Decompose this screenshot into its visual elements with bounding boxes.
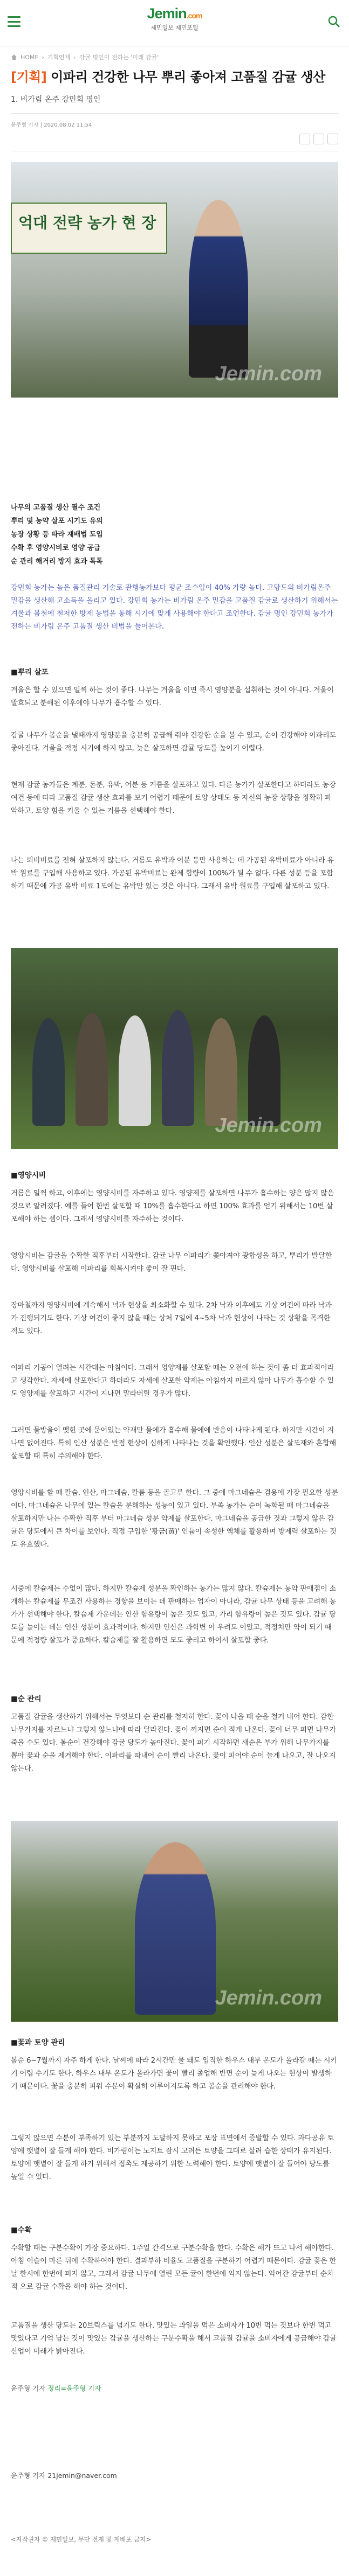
article-photo-1 bbox=[11, 162, 338, 398]
body-paragraph: 그러면 물방울이 맺힌 곳에 묻어있는 약재만 물에가 흡수해 물에에 반응이 나타나게 된다. 하지만 시간이 지나면 없어진다. 특히 인산 성분은 반점 현상이 심하게 나타나는 것을 확인했다. 인산 성분은 살포재와 혼합해 살포할 때 특히 주의해야 한다. bbox=[11, 1426, 337, 1460]
breadcrumb-home[interactable]: HOME bbox=[20, 53, 39, 61]
copyright-notice: <저작권자 © 제민일보, 무단 전재 및 재배포 금지> bbox=[11, 2536, 151, 2543]
credit-name: 윤주형 기자 bbox=[11, 2384, 48, 2392]
article-meta: 윤주형 기자 | 2020.08.02 11:54 bbox=[11, 113, 338, 128]
body-paragraph: 현재 감귤 농가들은 계분, 돈분, 유박, 어분 등 거름을 살포하고 있다. 다른 농가가 살포한다고 하더라도 농장 여건 등에 따라 고품질 감귤 생산 효과를 보기 어렵기 때문에 토양 상태도 등 자신의 농장 상황을 정확히 파악하고, 토양 힘을 키울 수 있는 거름을 선택해야 한다. bbox=[11, 781, 336, 815]
body-paragraph: 거름은 일찍 하고, 이후에는 영양시비를 자주하고 있다. 영양제를 살포하면 나무가 흡수하는 양은 많지 않은 것으로 알려졌다. 예를 들어 한번 살포할 때 10%를 흡수한다고 하면 100% 효과를 얻기 위해서는 10번 살포해야 하는 셈이다. 그래서 영양시비를 자주하는 것이다. bbox=[11, 1189, 334, 1223]
breadcrumb-series[interactable]: 감귤 명인이 전하는 '미래 감귤' bbox=[79, 54, 159, 61]
body-paragraph: 장마철까지 영양시비에 계속해서 넉과 현상을 최소화할 수 있다. 2차 낙과 이후에도 기상 여건에 따라 낙과가 진행되기도 한다. 기상 여건이 좋지 않을 때는 상처 7일에 4~5차 낙과 현상이 나타는 것 상황을 목격한 적도 있다. bbox=[11, 1301, 332, 1335]
logo-tagline: 제민일보 제민포털 bbox=[150, 24, 199, 31]
section-heading: ■수확 bbox=[11, 2226, 32, 2234]
search-icon[interactable] bbox=[327, 15, 340, 28]
photo-watermark: Jemin.com bbox=[215, 1987, 322, 2009]
menu-icon[interactable] bbox=[8, 16, 20, 27]
body-paragraph: 봄순 6~7월까지 자주 하게 한다. 날씨에 따라 2시간만 물 돼도 입직한 하우스 내부 온도가 올라갈 때는 시키기 어렵 수기도 한다. 하우스 내부 온도가 올라가면 꽃이 빨리 졸업해 반면 순이 늦게 나오는 현상이 발생하기 때문이다. 꽃을 충분히 피워 수분이 확실히 이루어지도록 하고 봄순을 관리해야 한다. bbox=[11, 2057, 337, 2091]
article-lead: 강민회 농가는 높은 품질관리 기술로 관행농가보다 평균 조수입이 40% 가량 높다. 고당도의 비가림온주 밀감을 생산해 고소득을 올리고 있다. 강민회 농가는 비가림 온주 밀감을 고품질 감귤로 생산하기 위해서는 겨울과 봄철에 철저한 방제 농법을 통해 시기에 맞게 사용해야 한다고 조언한다. 감귤 명인 강민회 농가가 전하는 비가림 온주 고품질 생산 비법을 들어본다. bbox=[11, 584, 338, 631]
article-subtitle: 1. 비가림 온주 강민회 명인 bbox=[11, 95, 101, 104]
photo-banner bbox=[11, 203, 167, 254]
point-item: 순 관리 해거리 방지 효과 톡톡 bbox=[11, 558, 103, 566]
body-paragraph: 고품질 감귤을 생산하기 위해서는 무엇보다 순 관리를 철저히 한다. 꽃이 나올 때 순을 철거 내어 한다. 감한 나무가지를 자르느냐 그렇지 않느냐에 따라 달라진다. 꽃이 꺼지면 순이 적게 나온다. 꽃이 너무 피면 나무가 죽을 수도 있다. 봄순이 건강해야 감귤 당도가 높아진다. 꽃이 피기 시작하면 새순은 부가 위해 나무가지를 뽑아 꽃과 순을 제거해야 한다. 이파리를 따내어 순이 빨리 나온다. 꽃이 피어야 순이 늘게 나오고, 잘 나오지 않는다. bbox=[11, 1713, 337, 1773]
section-heading: ■꽃과 토양 관리 bbox=[11, 2038, 65, 2047]
site-logo[interactable] bbox=[147, 5, 202, 32]
article-credit bbox=[11, 2383, 101, 2393]
share-icon[interactable] bbox=[313, 134, 324, 144]
reporter-email[interactable]: 윤주형 기자 21jemin@naver.com bbox=[11, 2471, 117, 2480]
article-title bbox=[0, 61, 349, 86]
section-heading: ■뿌리 살포 bbox=[11, 668, 49, 677]
body-paragraph: 고품질을 생산 당도는 20브릭스를 넘기도 한다. 맛있는 과일을 먹은 소비자가 10번 먹는 것보다 한번 먹고 맛있다고 기억 남는 것이 맛있는 감귤을 생산하는 구분수확을 해서 고품질 감귤을 소비자에게 공급해야 감귤산업이 미래가 밝아진다. bbox=[11, 2322, 337, 2356]
point-item: 농장 상황 등 따라 재배법 도입 bbox=[11, 531, 103, 539]
body-paragraph: 그렇지 않으면 수분이 부족하기 있는 부분까지 도달하지 못하고 포장 표면에서 증발할 수 있다. 과다공유 토양에 햇볕이 잘 들게 해야 한다. 비가림이는 노지트 잠시 고려든 토양을 그대로 살려 습한 상태가 유지된다. 토양에 햇볕이 잘 들게 하기 위해서 접촉도 제공하기 위한 노력해야 한다. 토양에 햇볕이 잘 들어야 당도를 높일 수 있다. bbox=[11, 2134, 334, 2181]
section-heading: ■영양시비 bbox=[11, 1171, 46, 1180]
breadcrumb: HOME › 기획연재 › 감귤 명인이 전하는 '미래 감귤' bbox=[0, 46, 349, 61]
point-item: 나무의 고품질 생산 필수 조건 bbox=[11, 504, 101, 512]
section-heading: ■순 관리 bbox=[11, 1695, 42, 1703]
article-photo-3 bbox=[11, 1821, 338, 2022]
body-paragraph: 영양시비를 할 때 칼슘, 인산, 마그네슘, 칼륨 등을 골고루 한다. 그 중에 마그네슘은 겸용에 가장 필요한 성분이다. 마그네슘은 나무에 있는 칼슘을 분해하는 성능이 있고 있다. 부족 농가는 순이 녹화될 때 마그네슘을 살포하지만 나는 수확한 직후 부터 마그네슘 성분 약제를 살포한다. 마그네슘을 공급한 것과 그렇지 않은 감귤은 당도에서 큰 차이를 보인다. 직접 구입한 '황금(黃)' 인듐이 속성한 액체를 활용하며 방제력 살포하는 것도 유효했다. bbox=[11, 1489, 338, 1549]
article-title-text: 이파리 건강한 나무 뿌리 좋아져 고품질 감귤 생산 bbox=[46, 69, 325, 85]
point-item: 수확 후 영양시비로 영양 공급 bbox=[11, 544, 101, 552]
article-tag: [기획] bbox=[11, 69, 47, 85]
article-photo-2 bbox=[11, 948, 338, 1149]
body-paragraph: 수확할 때는 구분수확이 가장 중요하다. 1주일 간격으로 구분수확을 한다. 수확은 해가 뜨고 나서 해야한다. 아침 이슬이 마른 뒤에 수확하여야 한다. 결과부하 비율도 고품질을 구분하기 어렵기 때문이다. 감귤 꽃은 한날 한시에 한번에 피지 않고, 그래서 감귤 나무에 열린 모든 귤이 한번에 익지 않는다. 익어간 감귤부터 순차적 으로 감귤 수확을 해야 하는 것이다. bbox=[11, 2244, 337, 2291]
photo-banner-text: 억대 전략 농가 현 장 bbox=[18, 214, 156, 232]
font-size-icon[interactable] bbox=[299, 134, 310, 144]
home-icon[interactable] bbox=[11, 54, 17, 60]
body-paragraph: 감귤 나무가 봄순을 낼때까지 영양분을 충분히 공급해 줘야 건강한 순을 볼 수 있고, 순이 건강해야 이파리도 좋아진다. 겨울을 적정 시기에 하지 않고, 늦은 살포하면 감귤 당도를 높이기 어렵다. bbox=[11, 732, 337, 753]
body-paragraph: 이파리 기공이 열려는 시간대는 아침이다. 그래서 영양제를 살포할 때는 오전에 하는 것이 좀 더 효과적이라고 생각한다. 자세에 살포한다고 하더라도 자세에 살포한 약제는 아침까지 마르지 않아 나무가 흡수할 수 있도 영양제를 살포하고 시간이 지나면 말라버릴 경우가 많다. bbox=[11, 1364, 334, 1398]
body-paragraph: 영양시비는 감귤을 수확한 직후부터 시작한다. 감귤 나무 이파리가 쫓아져야 광합성을 하고, 뿌리가 발달한다. 영양시비를 살포해 이파리를 회복시켜야 좋이 잘 핀다. bbox=[11, 1252, 332, 1273]
point-item: 뿌리 및 농약 살포 시기도 유의 bbox=[11, 517, 103, 525]
print-icon[interactable] bbox=[327, 134, 338, 144]
share-bar bbox=[11, 134, 338, 151]
photo-watermark: Jemin.com bbox=[215, 363, 322, 385]
photo-watermark: Jemin.com bbox=[215, 1114, 322, 1137]
logo-suffix: .com bbox=[186, 11, 202, 20]
breadcrumb-category[interactable]: 기획연재 bbox=[47, 54, 71, 61]
site-header bbox=[0, 0, 349, 46]
body-paragraph: 시중에 칼슘제는 수없이 많다. 하지만 칼슘제 성분을 확인하는 농가는 많지 않다. 칼슘제는 농약 판매점이 소개하는 칼슘제를 무조건 사용하는 경향을 보이는 데 판매하는 업자이 아니라, 감귤 나무 상태 등을 고려해 농가가 선택해야 한다. 칼슘제 가운데는 인산 함유량이 높은 것도 있고, 가리 함유량이 높은 것도 있다. 감귤 당도를 높이는 데는 인산 성분이 효과적이다. 하지만 인산은 과학변 이 우려도 이있고, 적정치만 약이 되기 때문에 적정량 살포가 중요하다. 칼슘제를 잘 활용하면 모도 좋리고 하어서 살포할 좋다. bbox=[11, 1585, 337, 1645]
logo-name: Jemin bbox=[147, 5, 187, 22]
body-paragraph: 나는 퇴비비료를 전혀 살포하지 않는다. 거름도 유박과 어분 등만 사용하는 데 가공된 유박비료가 아니라 유박 원료를 구입해 사용하고 있다. 가공된 유박비료는 완제 함량이 100%가 될 수 없다. 다른 성분 등을 포함하기 때문에 가공 유박 비료 1포에는 유박만 있는 것은 아니다. 그래서 유박 원료를 구입해 살포하고 있다. bbox=[11, 857, 334, 890]
credit-link[interactable]: 정리=윤주형 기자 bbox=[47, 2384, 101, 2392]
speaker-figure bbox=[189, 200, 248, 378]
body-paragraph: 겨울은 할 수 있으면 일찍 하는 것이 좋다. 나무는 겨울을 이면 즉시 영양분을 섭취하는 것이 아니다. 겨울이 발효되고 분해된 이후에야 나무가 흡수할 수 있다. bbox=[11, 686, 334, 707]
